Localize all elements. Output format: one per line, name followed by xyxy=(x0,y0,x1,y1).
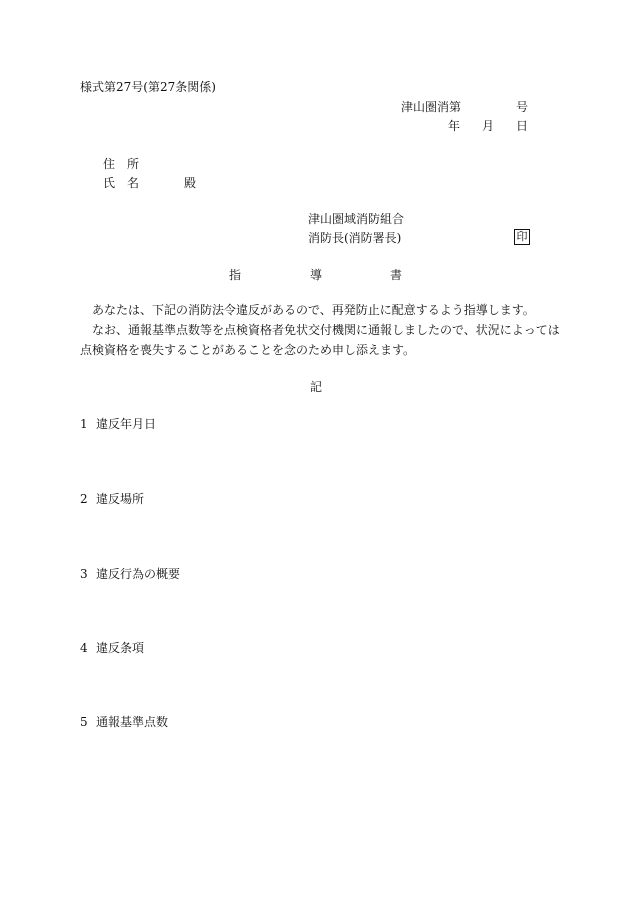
item-3-number: 3 xyxy=(80,567,88,581)
document-title-char-2: 導 xyxy=(310,268,323,282)
body-paragraph-2-line-1: なお、通報基準点数等を点検資格者免状交付機関に通報しましたので、状況によっては xyxy=(92,323,560,337)
date-year: 年 xyxy=(448,119,461,133)
item-4-label: 違反条項 xyxy=(96,641,145,655)
item-5-number: 5 xyxy=(80,715,88,729)
item-2-label: 違反場所 xyxy=(96,492,145,506)
document-number-suffix: 号 xyxy=(516,100,529,114)
recipient-address-label: 住 所 xyxy=(103,157,140,171)
document-number-prefix: 津山圏消第 xyxy=(401,100,462,114)
issuer-organization: 津山圏域消防組合 xyxy=(308,212,405,226)
recipient-honorific: 殿 xyxy=(184,176,197,190)
item-2-number: 2 xyxy=(80,492,88,506)
item-3-label: 違反行為の概要 xyxy=(96,567,181,581)
recipient-name-label: 氏 名 xyxy=(103,176,140,190)
ki-heading: 記 xyxy=(310,380,323,394)
item-5-label: 通報基準点数 xyxy=(96,715,169,729)
date-month: 月 xyxy=(482,119,495,133)
official-seal: 印 xyxy=(514,229,530,245)
item-1-label: 違反年月日 xyxy=(96,417,157,431)
issuer-title: 消防長(消防署長) xyxy=(308,231,402,245)
body-paragraph-2-line-2: 点検資格を喪失することがあることを念のため申し添えます。 xyxy=(80,343,416,357)
document-title-char-3: 書 xyxy=(390,268,403,282)
body-paragraph-1: あなたは、下記の消防法令違反があるので、再発防止に配意するよう指導します。 xyxy=(92,303,535,317)
date-day: 日 xyxy=(516,119,529,133)
form-label: 様式第27号(第27条関係) xyxy=(80,80,216,94)
document-title-char-1: 指 xyxy=(229,268,242,282)
item-4-number: 4 xyxy=(80,641,88,655)
item-1-number: 1 xyxy=(80,417,88,431)
